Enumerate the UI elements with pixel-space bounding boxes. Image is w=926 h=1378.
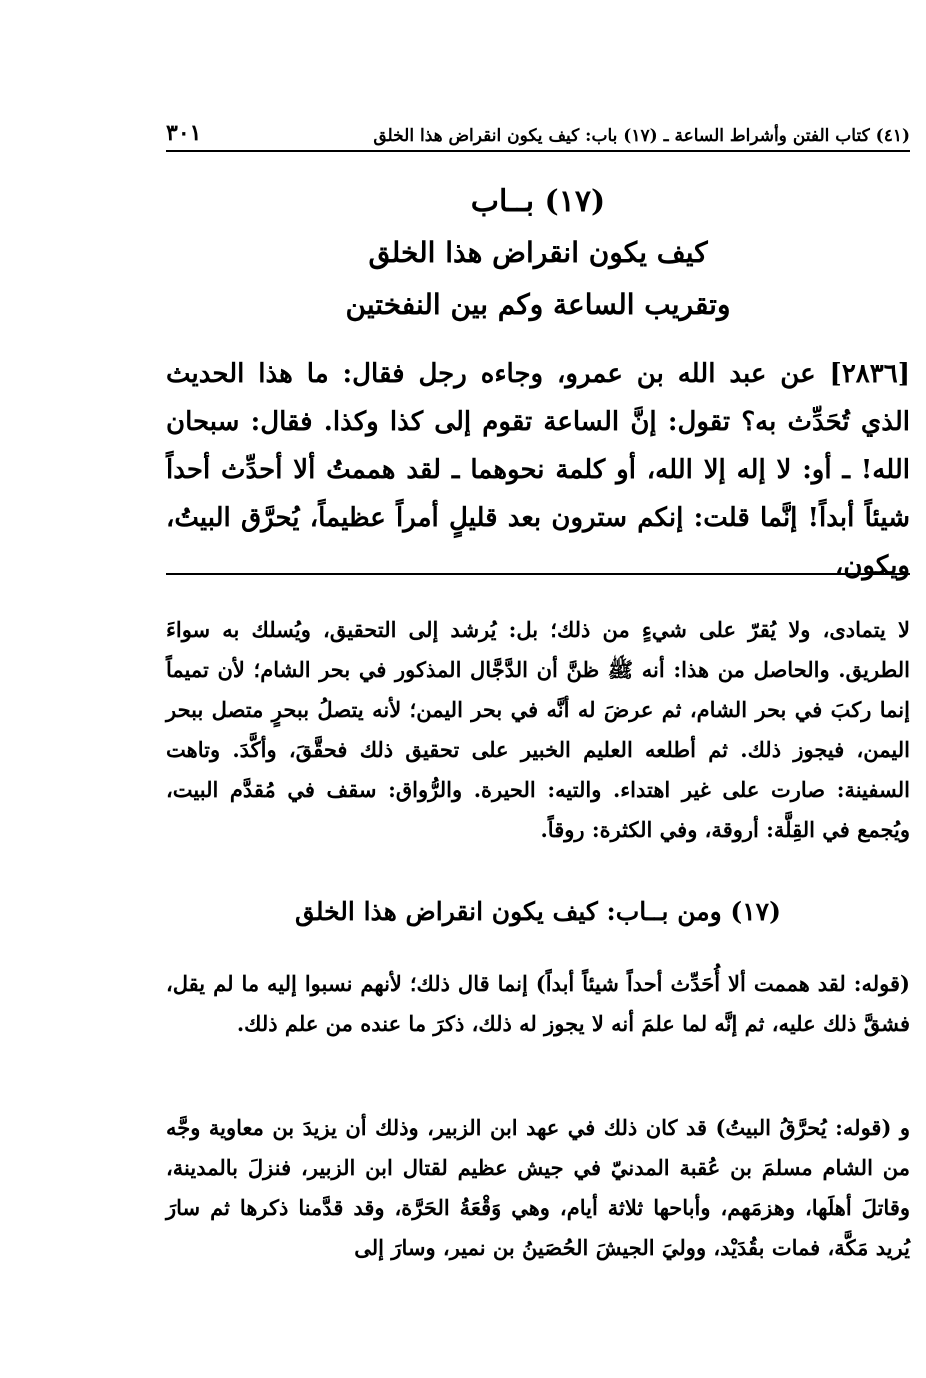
page-number: ٣٠١ xyxy=(166,120,202,146)
chapter-subtitle: وتقريب الساعة وكم بين النفختين xyxy=(345,288,731,321)
chapter-title: كيف يكون انقراض هذا الخلق xyxy=(368,236,708,269)
running-header xyxy=(166,112,910,146)
hadith-text: عن عبد الله بن عمرو، وجاءه رجل فقال: ما هذا الحديث الذي تُحَدِّث به؟ تقول: إنَّ الساعة تقوم إلى كذا وكذا. فقال: سبحان الله! ـ أو: لا إله إلا الله، أو كلمة نحوهما ـ لقد هممتُ ألا أحدِّث أحداً شيئاً أبداً! إنَّما قلت: إنكم سترون بعد قليلٍ أمراً عظيماً، يُحرَّق البيتُ، ويكون، xyxy=(166,359,910,581)
commentary-paragraph-3: و (قوله: يُحرَّقُ البيتُ) قد كان ذلك في عهد ابن الزبير، وذلك أن يزيدَ بن معاوية وجَّه من الشام مسلمَ بن عُقبة المدنيّ في جيش عظيم لقتال ابن الزبير، فنزلَ بالمدينة، وقاتلَ أهلَها، وهزمَهم، وأباحها ثلاثة أيام، وهي وَقْعَةُ الحَرَّة، وقد قدَّمنا ذكرها ثم سارَ يُريد مَكَّة، فمات بقُدَيْد، ووليَ الجيشَ الحُصَينُ بن نمير، وسارَ إلى xyxy=(166,1115,910,1260)
header-rule xyxy=(166,150,910,152)
commentary-paragraph-1: لا يتمادى، ولا يُقرّ على شيءٍ من ذلك؛ بل: يُرشد إلى التحقيق، ويُسلك به سواءَ الطريق. والحاصل من هذا: أنه ﷺ ظنَّ أن الدَّجَّال المذكور في بحر الشام؛ لأن تميماً إنما ركبَ في بحر الشام، ثم عرضَ له أنَّه في بحر اليمن؛ لأنه يتصلُ ببحرٍ متصل ببحر اليمن، فيجوز ذلك. ثم أطلعه العليم الخبير على تحقيق ذلك فحقَّقَ، وأكَّدَ. وتاهت السفينة: صارت على غير اهتداء. والتيه: الحيرة. والرُّواق: سقف في مُقدَّم البيت، ويُجمع في القِلَّة: أروقة، وفي الكثرة: روقاً. xyxy=(166,617,910,842)
running-title: (٤١) كتاب الفتن وأشراط الساعة ـ (١٧) باب: كيف يكون انقراض هذا الخلق xyxy=(373,126,910,146)
hadith-text-block xyxy=(166,350,910,590)
commentary-section-heading: (١٧) ومن بــاب: كيف يكون انقراض هذا الخلق xyxy=(295,897,781,926)
chapter-number-title: (١٧) بــاب xyxy=(470,184,606,219)
commentary-paragraph-2: (قوله: لقد هممت ألا أُحَدِّث أحداً شيئاً أبداً) إنما قال ذلك؛ لأنهم نسبوا إليه ما لم يقل، فشقَّ ذلك عليه، ثم إنَّه لما علمَ أنه لا يجوز له ذلك، ذكرَ ما عنده من علم ذلك. xyxy=(166,971,910,1036)
hadith-number: [٢٨٣٦] xyxy=(829,359,910,389)
footnote-separator xyxy=(166,573,910,575)
